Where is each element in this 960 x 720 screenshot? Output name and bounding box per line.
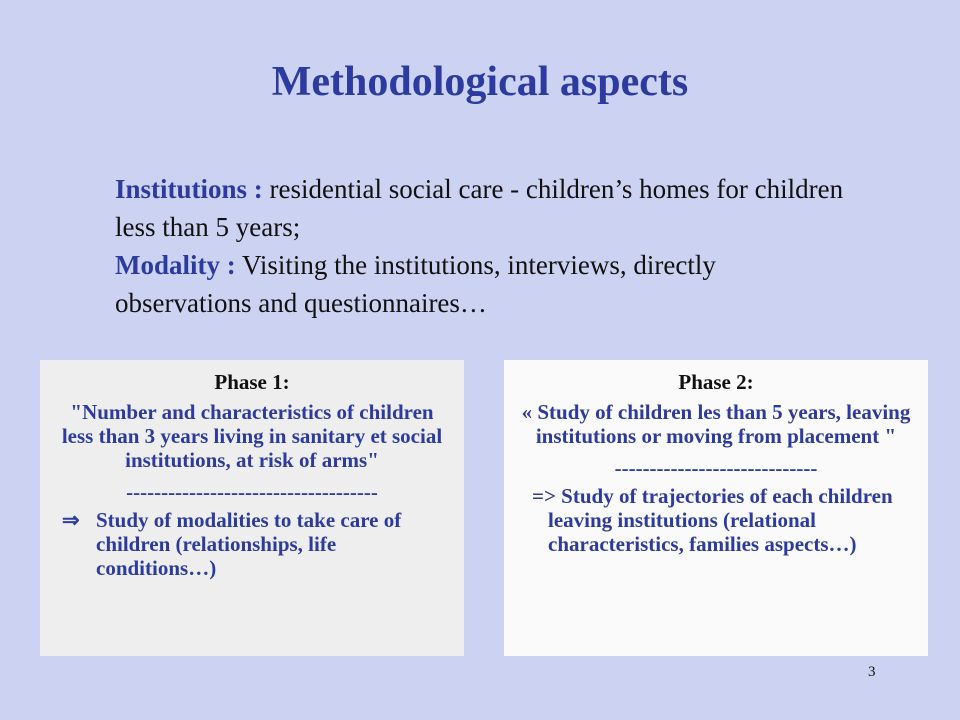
phase2-box <box>504 360 928 656</box>
phase1-box <box>40 360 464 656</box>
phase2-description: « Study of children les than 5 years, leaving institutions or moving from placement " <box>521 400 911 448</box>
modality-paragraph <box>115 246 855 322</box>
phase1-separator: ------------------------------------ <box>126 480 378 504</box>
phase1-description: "Number and characteristics of children less than 3 years living in sanitary et social institutions, at risk of arms" <box>61 400 443 472</box>
modality-text: Visiting the institutions, interviews, directly observations and questionnaires… <box>115 250 716 318</box>
phase2-separator: ----------------------------- <box>614 456 818 480</box>
institutions-paragraph <box>115 170 855 246</box>
phase1-result-text: Study of modalities to take care of children (relationships, life conditions…) <box>96 508 402 580</box>
intro-text <box>115 170 855 322</box>
slide-title: Methodological aspects <box>271 59 689 105</box>
phase2-heading: Phase 2: <box>678 370 754 394</box>
phase1-result <box>54 508 450 580</box>
phase2-result-text: => Study of trajectories of each children leaving institutions (relational characteristics, families aspects…) <box>532 484 893 556</box>
phase1-heading: Phase 1: <box>214 370 290 394</box>
modality-label: Modality : <box>115 250 236 280</box>
institutions-text: residential social care - children’s homes for children less than 5 years; <box>115 174 844 242</box>
implies-arrow-icon: ⇒ <box>62 508 80 532</box>
institutions-label: Institutions : <box>115 174 263 204</box>
page-number: 3 <box>868 664 876 680</box>
